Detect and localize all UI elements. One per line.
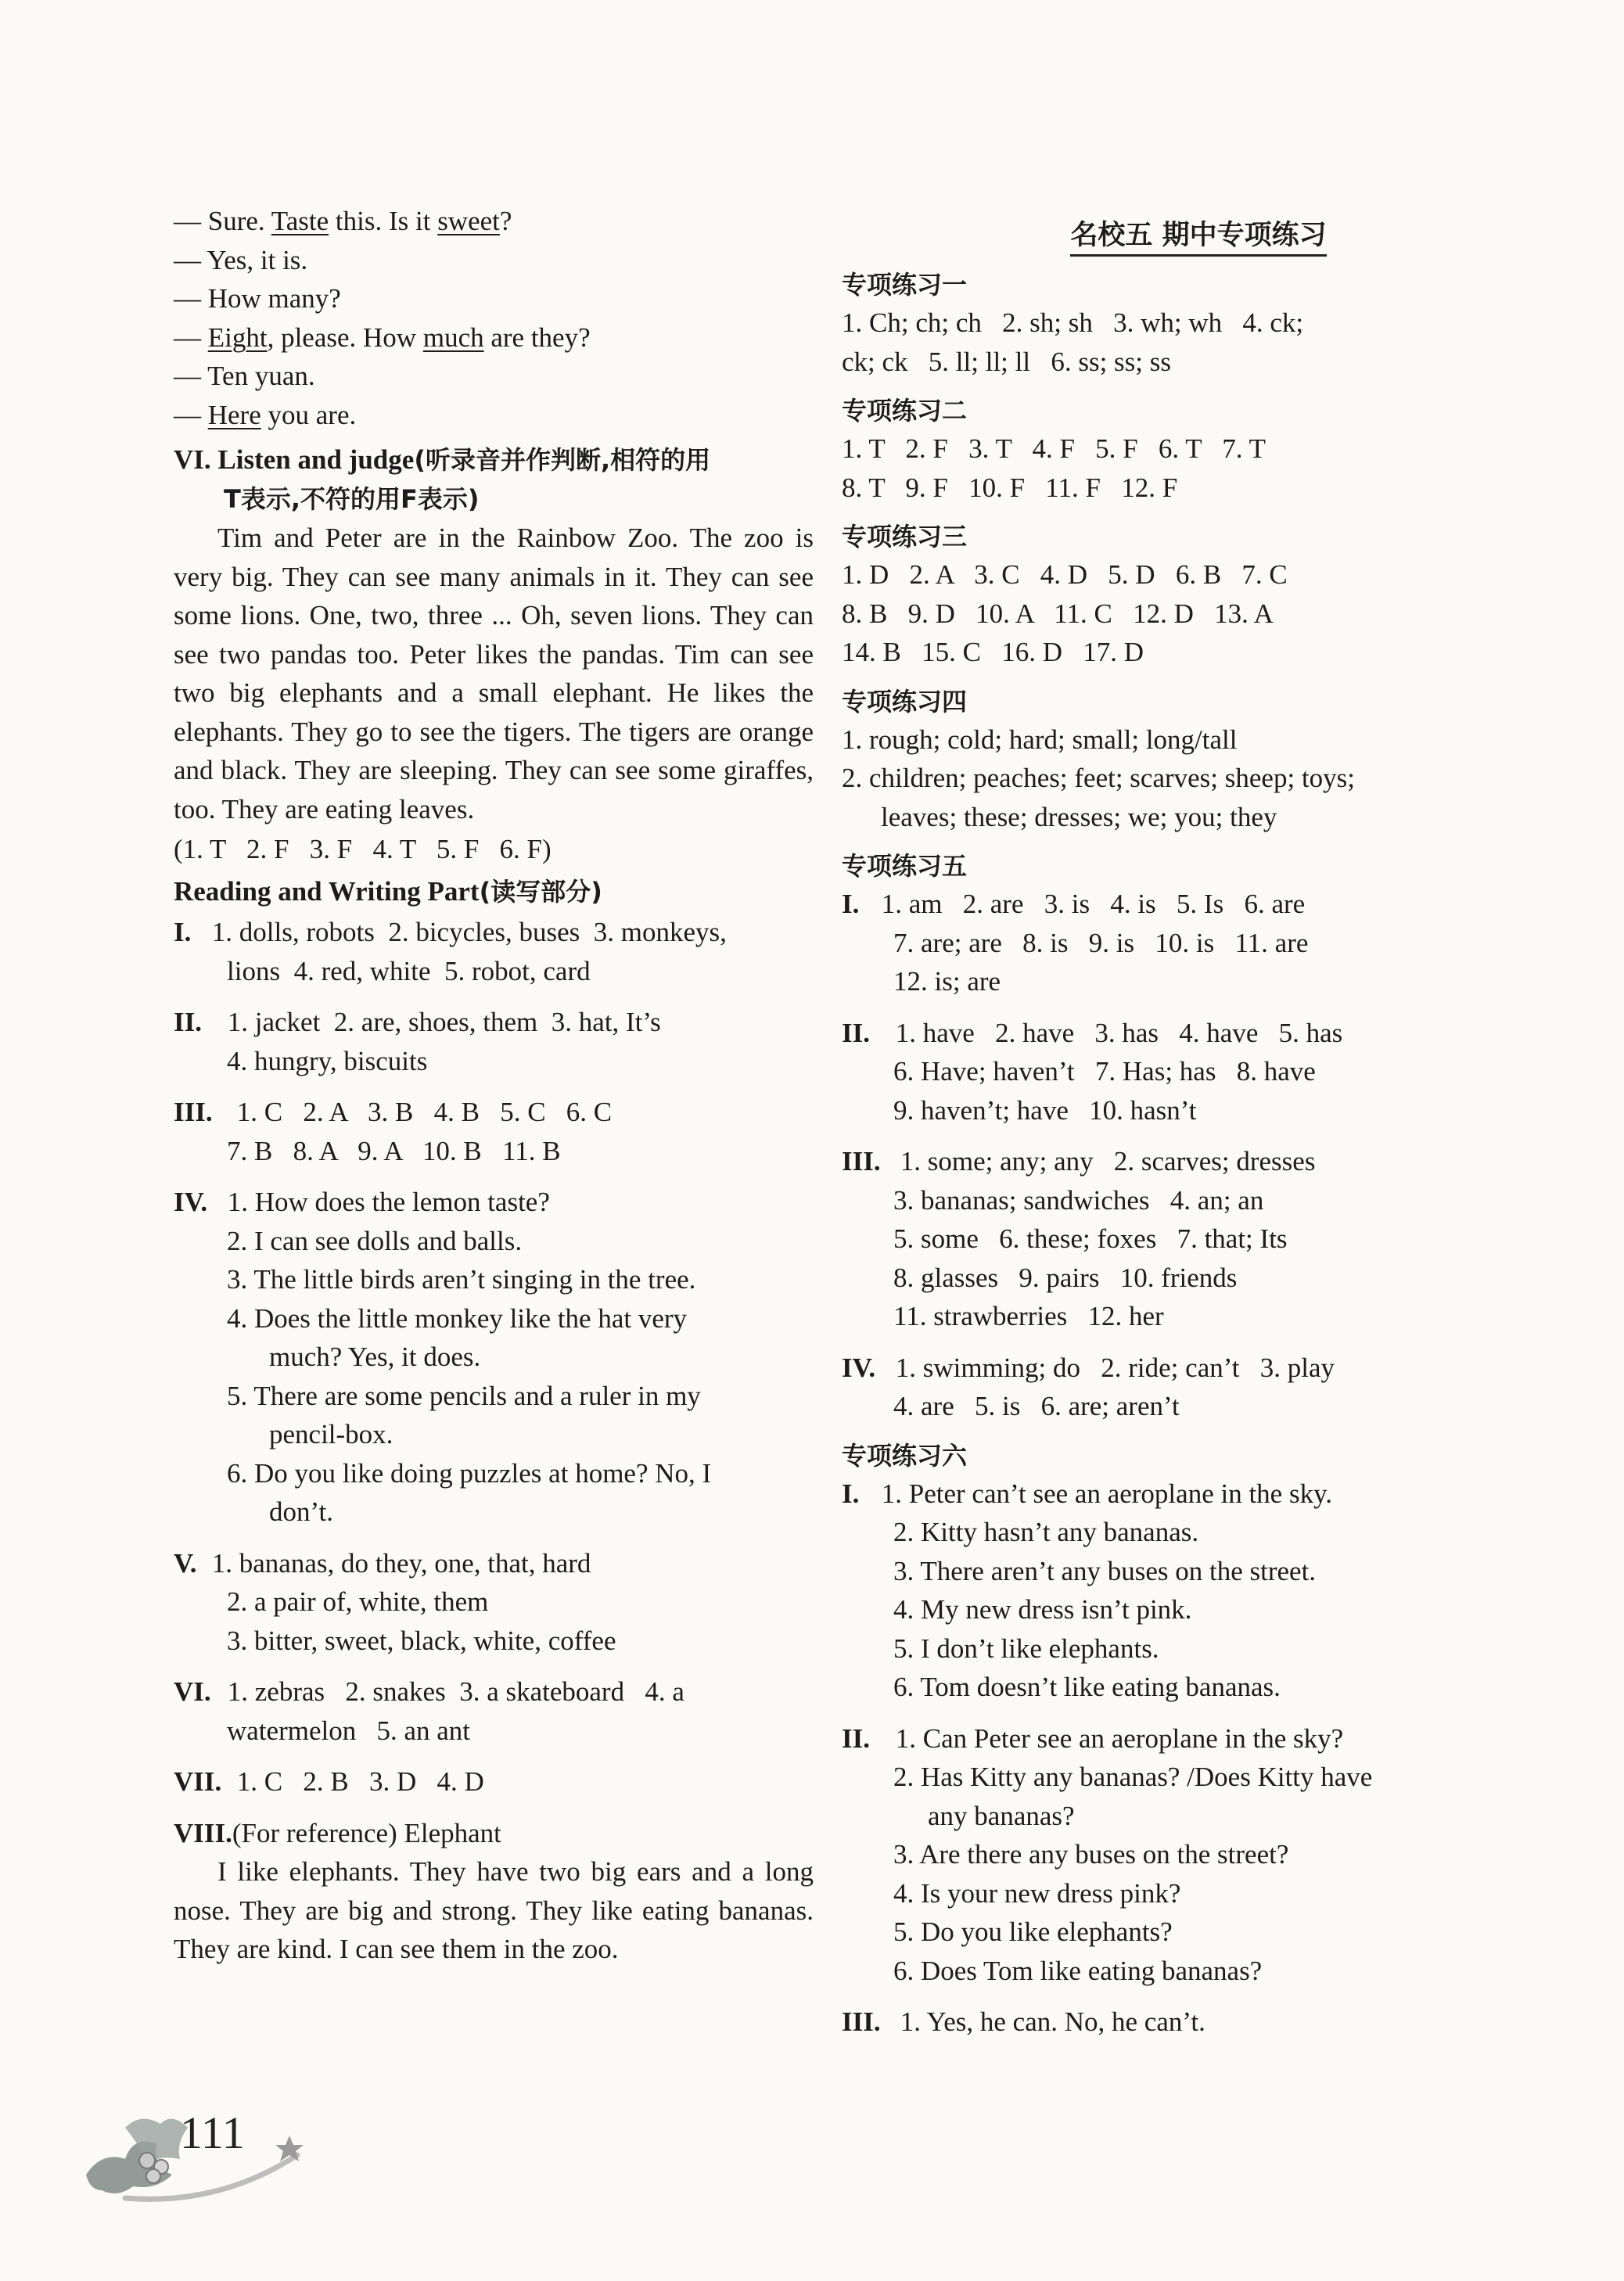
answer-line: 14. B 15. C 16. D 17. D	[842, 637, 1144, 667]
answer-item	[174, 913, 814, 990]
answer-line: VII. 1. C 2. B 3. D 4. D	[174, 1762, 814, 1801]
section-heading-two: 专项练习二	[842, 396, 968, 426]
item-number: II.	[842, 1722, 870, 1754]
answer-line: 2. I can see dolls and balls.	[227, 1225, 523, 1256]
answer-line: 5. There are some pencils and a ruler in my	[227, 1380, 701, 1411]
answer-item	[842, 1719, 1477, 1991]
page-title-text: 名校五 期中专项练习	[1070, 220, 1326, 257]
underlined-word: sweet	[437, 206, 500, 236]
answer-line: 3. bitter, sweet, black, white, coffee	[227, 1625, 616, 1656]
dialog-dash: —	[174, 283, 201, 314]
answer-item	[842, 1475, 1477, 1707]
item-number: VIII.	[174, 1817, 232, 1848]
item-number: V.	[174, 1547, 197, 1579]
underlined-word: much	[422, 321, 484, 353]
answer-item	[842, 1014, 1477, 1130]
answer-line: II. 1. jacket 2. are, shoes, them 3. hat, It’s	[174, 1003, 814, 1042]
dialog-dash: —	[174, 399, 201, 430]
answer-line: 2. Kitty hasn’t any bananas.	[893, 1517, 1199, 1547]
answer-line: 8. T 9. F 10. F 11. F 12. F	[842, 472, 1178, 503]
answer-line: 3. The little birds aren’t singing in the tree.	[227, 1264, 696, 1295]
answer-line: VI. 1. zebras 2. snakes 3. a skateboard 4. a	[174, 1672, 814, 1712]
answer-line: 7. B 8. A 9. A 10. B 11. B	[227, 1135, 561, 1166]
item-number: IV.	[174, 1187, 208, 1217]
dialog-line: — Yes, it is.	[174, 244, 308, 275]
dialog-line: — Sure. Taste this. Is it sweet?	[174, 206, 512, 236]
answer-line: 3. Are there any buses on the street?	[893, 1839, 1289, 1870]
underlined-word: Taste	[271, 206, 329, 236]
section-heading-three: 专项练习三	[842, 522, 968, 551]
dialog-line: — How many?	[174, 283, 341, 314]
answer-line: any bananas?	[928, 1800, 1075, 1831]
answer-item	[174, 1093, 814, 1170]
answer-item	[174, 1544, 814, 1661]
composition-heading: (For reference) Elephant	[232, 1817, 501, 1848]
section-heading-one: 专项练习一	[842, 270, 968, 300]
answer-line: 1. T 2. F 3. T 4. F 5. F 6. T 7. T	[842, 433, 1266, 464]
underlined-word: Here	[207, 399, 261, 430]
dialog-line: — Ten yuan.	[174, 361, 315, 391]
answer-line: lions 4. red, white 5. robot, card	[227, 955, 591, 986]
answer-line: 1. rough; cold; hard; small; long/tall	[842, 724, 1238, 755]
answer-line: 4. Does the little monkey like the hat very	[227, 1302, 688, 1334]
underlined-word: Eight	[207, 321, 268, 353]
item-number: VI.	[174, 1676, 211, 1707]
right-column	[842, 216, 1477, 2042]
page-number-ornament	[78, 2081, 313, 2206]
answer-line: leaves; these; dresses; we; you; they	[881, 801, 1277, 832]
item-number: I.	[842, 889, 860, 919]
answer-line: 4. Is your new dress pink?	[893, 1877, 1181, 1909]
answer-line: II. 1. have 2. have 3. has 4. have 5. has	[842, 1014, 1477, 1053]
item-number: I.	[842, 1478, 860, 1509]
item-number: II.	[174, 1007, 202, 1037]
dialog-block	[174, 202, 814, 434]
answer-line: 8. B 9. D 10. A 11. C 12. D 13. A	[842, 598, 1274, 629]
answer-line: 3. bananas; sandwiches 4. an; an	[893, 1184, 1264, 1216]
item-number: I.	[174, 917, 192, 947]
answer-line: much? Yes, it does.	[269, 1342, 481, 1372]
answer-line: 3. There aren’t any buses on the street.	[893, 1555, 1317, 1586]
listening-answers: (1. T 2. F 3. F 4. T 5. F 6. F)	[174, 834, 552, 864]
answer-line: 8. glasses 9. pairs 10. friends	[893, 1262, 1238, 1293]
section-heading-six: 专项练习六	[842, 1440, 968, 1471]
passage-text: Tim and Peter are in the Rainbow Zoo. The zoo is very big. They can see many animals in it. They can see some lions. One, two, three ... Oh, seven lions. They can see two pandas too. Peter likes the pandas. Tim can see two big elephants and a small elephant. He likes the elephants. They go to see the tigers. The tigers are orange and black. They are sleeping. They can see some giraffes, too. They are eating leaves.	[174, 523, 821, 824]
answer-line: 5. Do you like elephants?	[893, 1916, 1173, 1947]
answer-item	[174, 1183, 814, 1532]
reading-writing-title-zh: (读写部分)	[479, 876, 602, 907]
answer-item	[842, 885, 1477, 1001]
page-title	[920, 216, 1477, 255]
answer-line: I. 1. Peter can’t see an aeroplane in the sky.	[842, 1475, 1477, 1514]
section-title-zh: (听录音并作判断,相符的用	[414, 445, 711, 475]
answer-line: 2. a pair of, white, them	[227, 1586, 489, 1617]
answer-line: 4. are 5. is 6. are; aren’t	[893, 1391, 1180, 1421]
answer-line: III. 1. Yes, he can. No, he can’t.	[842, 2003, 1477, 2042]
right-sections	[842, 266, 1477, 2042]
answer-line: 1. D 2. A 3. C 4. D 5. D 6. B 7. C	[842, 559, 1288, 590]
dialog-line: — Eight, please. How much are they?	[174, 321, 591, 353]
answer-item	[174, 1762, 814, 1801]
reading-writing-items	[174, 913, 814, 1801]
item-number: III.	[842, 2006, 881, 2037]
answer-line: II. 1. Can Peter see an aeroplane in the sky?	[842, 1719, 1477, 1758]
answer-line: 4. My new dress isn’t pink.	[893, 1594, 1192, 1625]
answer-line: watermelon 5. an ant	[227, 1715, 471, 1746]
answer-line: 6. Does Tom like eating bananas?	[893, 1955, 1263, 1986]
page-number: 111	[180, 2107, 245, 2158]
answer-item	[842, 2003, 1477, 2042]
answer-line: IV. 1. How does the lemon taste?	[174, 1183, 814, 1222]
reading-writing-title-en: Reading and Writing Part	[174, 875, 480, 907]
answer-item-viii	[174, 1814, 821, 1969]
composition-text	[174, 1852, 821, 1969]
dialog-dash: —	[174, 206, 201, 236]
dialog-dash: —	[174, 321, 201, 353]
section-title-en: Listen and judge	[217, 444, 415, 475]
answer-item	[174, 1003, 814, 1080]
listening-passage	[174, 519, 821, 828]
answer-item	[174, 1672, 814, 1750]
section-title-zh-cont: T表示,不符的用F表示)	[224, 483, 480, 514]
answer-line: I. 1. dolls, robots 2. bicycles, buses 3. monkeys,	[174, 913, 814, 952]
answer-line: I. 1. am 2. are 3. is 4. is 5. Is 6. are	[842, 885, 1477, 924]
answer-line: 6. Tom doesn’t like eating bananas.	[893, 1672, 1281, 1702]
answer-line: IV. 1. swimming; do 2. ride; can’t 3. play	[842, 1349, 1477, 1388]
section-heading-four: 专项练习四	[842, 686, 968, 717]
item-number: III.	[842, 1146, 881, 1176]
section-heading-five: 专项练习五	[842, 851, 968, 881]
answer-line: 4. hungry, biscuits	[227, 1045, 428, 1076]
item-number: II.	[842, 1017, 870, 1048]
left-column	[174, 202, 821, 1969]
dialog-dash: —	[174, 361, 201, 391]
answer-line: 5. I don’t like elephants.	[893, 1633, 1159, 1664]
item-number: IV.	[842, 1352, 876, 1383]
answer-item	[842, 1142, 1477, 1336]
answer-line: 2. children; peaches; feet; scarves; sheep; toys;	[842, 763, 1356, 793]
dialog-line: — Here you are.	[174, 399, 357, 430]
answer-line: 1. Ch; ch; ch 2. sh; sh 3. wh; wh 4. ck;	[842, 307, 1304, 338]
answer-line: 5. some 6. these; foxes 7. that; Its	[893, 1223, 1288, 1254]
answer-line: pencil-box.	[269, 1419, 393, 1449]
composition-paragraph: I like elephants. They have two big ears and a long nose. They are big and strong. They like eating bananas. They are kind. I can see them in the zoo.	[174, 1856, 821, 1964]
answer-line: don’t.	[269, 1496, 333, 1527]
holly-berry-icon	[146, 2169, 160, 2183]
item-number: VII.	[174, 1766, 222, 1797]
answer-line: 12. is; are	[893, 966, 1001, 997]
answer-line: 6. Have; haven’t 7. Has; has 8. have	[893, 1056, 1316, 1087]
holly-berry-icon	[139, 2153, 155, 2168]
answer-item	[842, 1349, 1477, 1426]
section-number: VI.	[174, 444, 211, 475]
answer-line: ck; ck 5. ll; ll; ll 6. ss; ss; ss	[842, 346, 1172, 377]
dialog-dash: —	[174, 244, 201, 275]
answer-line: III. 1. some; any; any 2. scarves; dresses	[842, 1142, 1477, 1181]
item-number: III.	[174, 1097, 213, 1127]
answer-line: V. 1. bananas, do they, one, that, hard	[174, 1544, 814, 1583]
answer-line: III. 1. C 2. A 3. B 4. B 5. C 6. C	[174, 1093, 814, 1132]
section-vi-listen-heading	[174, 440, 814, 519]
answer-line: 2. Has Kitty any bananas? /Does Kitty have	[893, 1762, 1373, 1792]
answer-line: 11. strawberries 12. her	[893, 1301, 1164, 1331]
answer-line: 7. are; are 8. is 9. is 10. is 11. are	[893, 927, 1309, 958]
answer-line: 6. Do you like doing puzzles at home? No, I	[227, 1457, 712, 1489]
reading-writing-heading	[174, 872, 814, 912]
answer-line: 9. haven’t; have 10. hasn’t	[893, 1094, 1197, 1126]
